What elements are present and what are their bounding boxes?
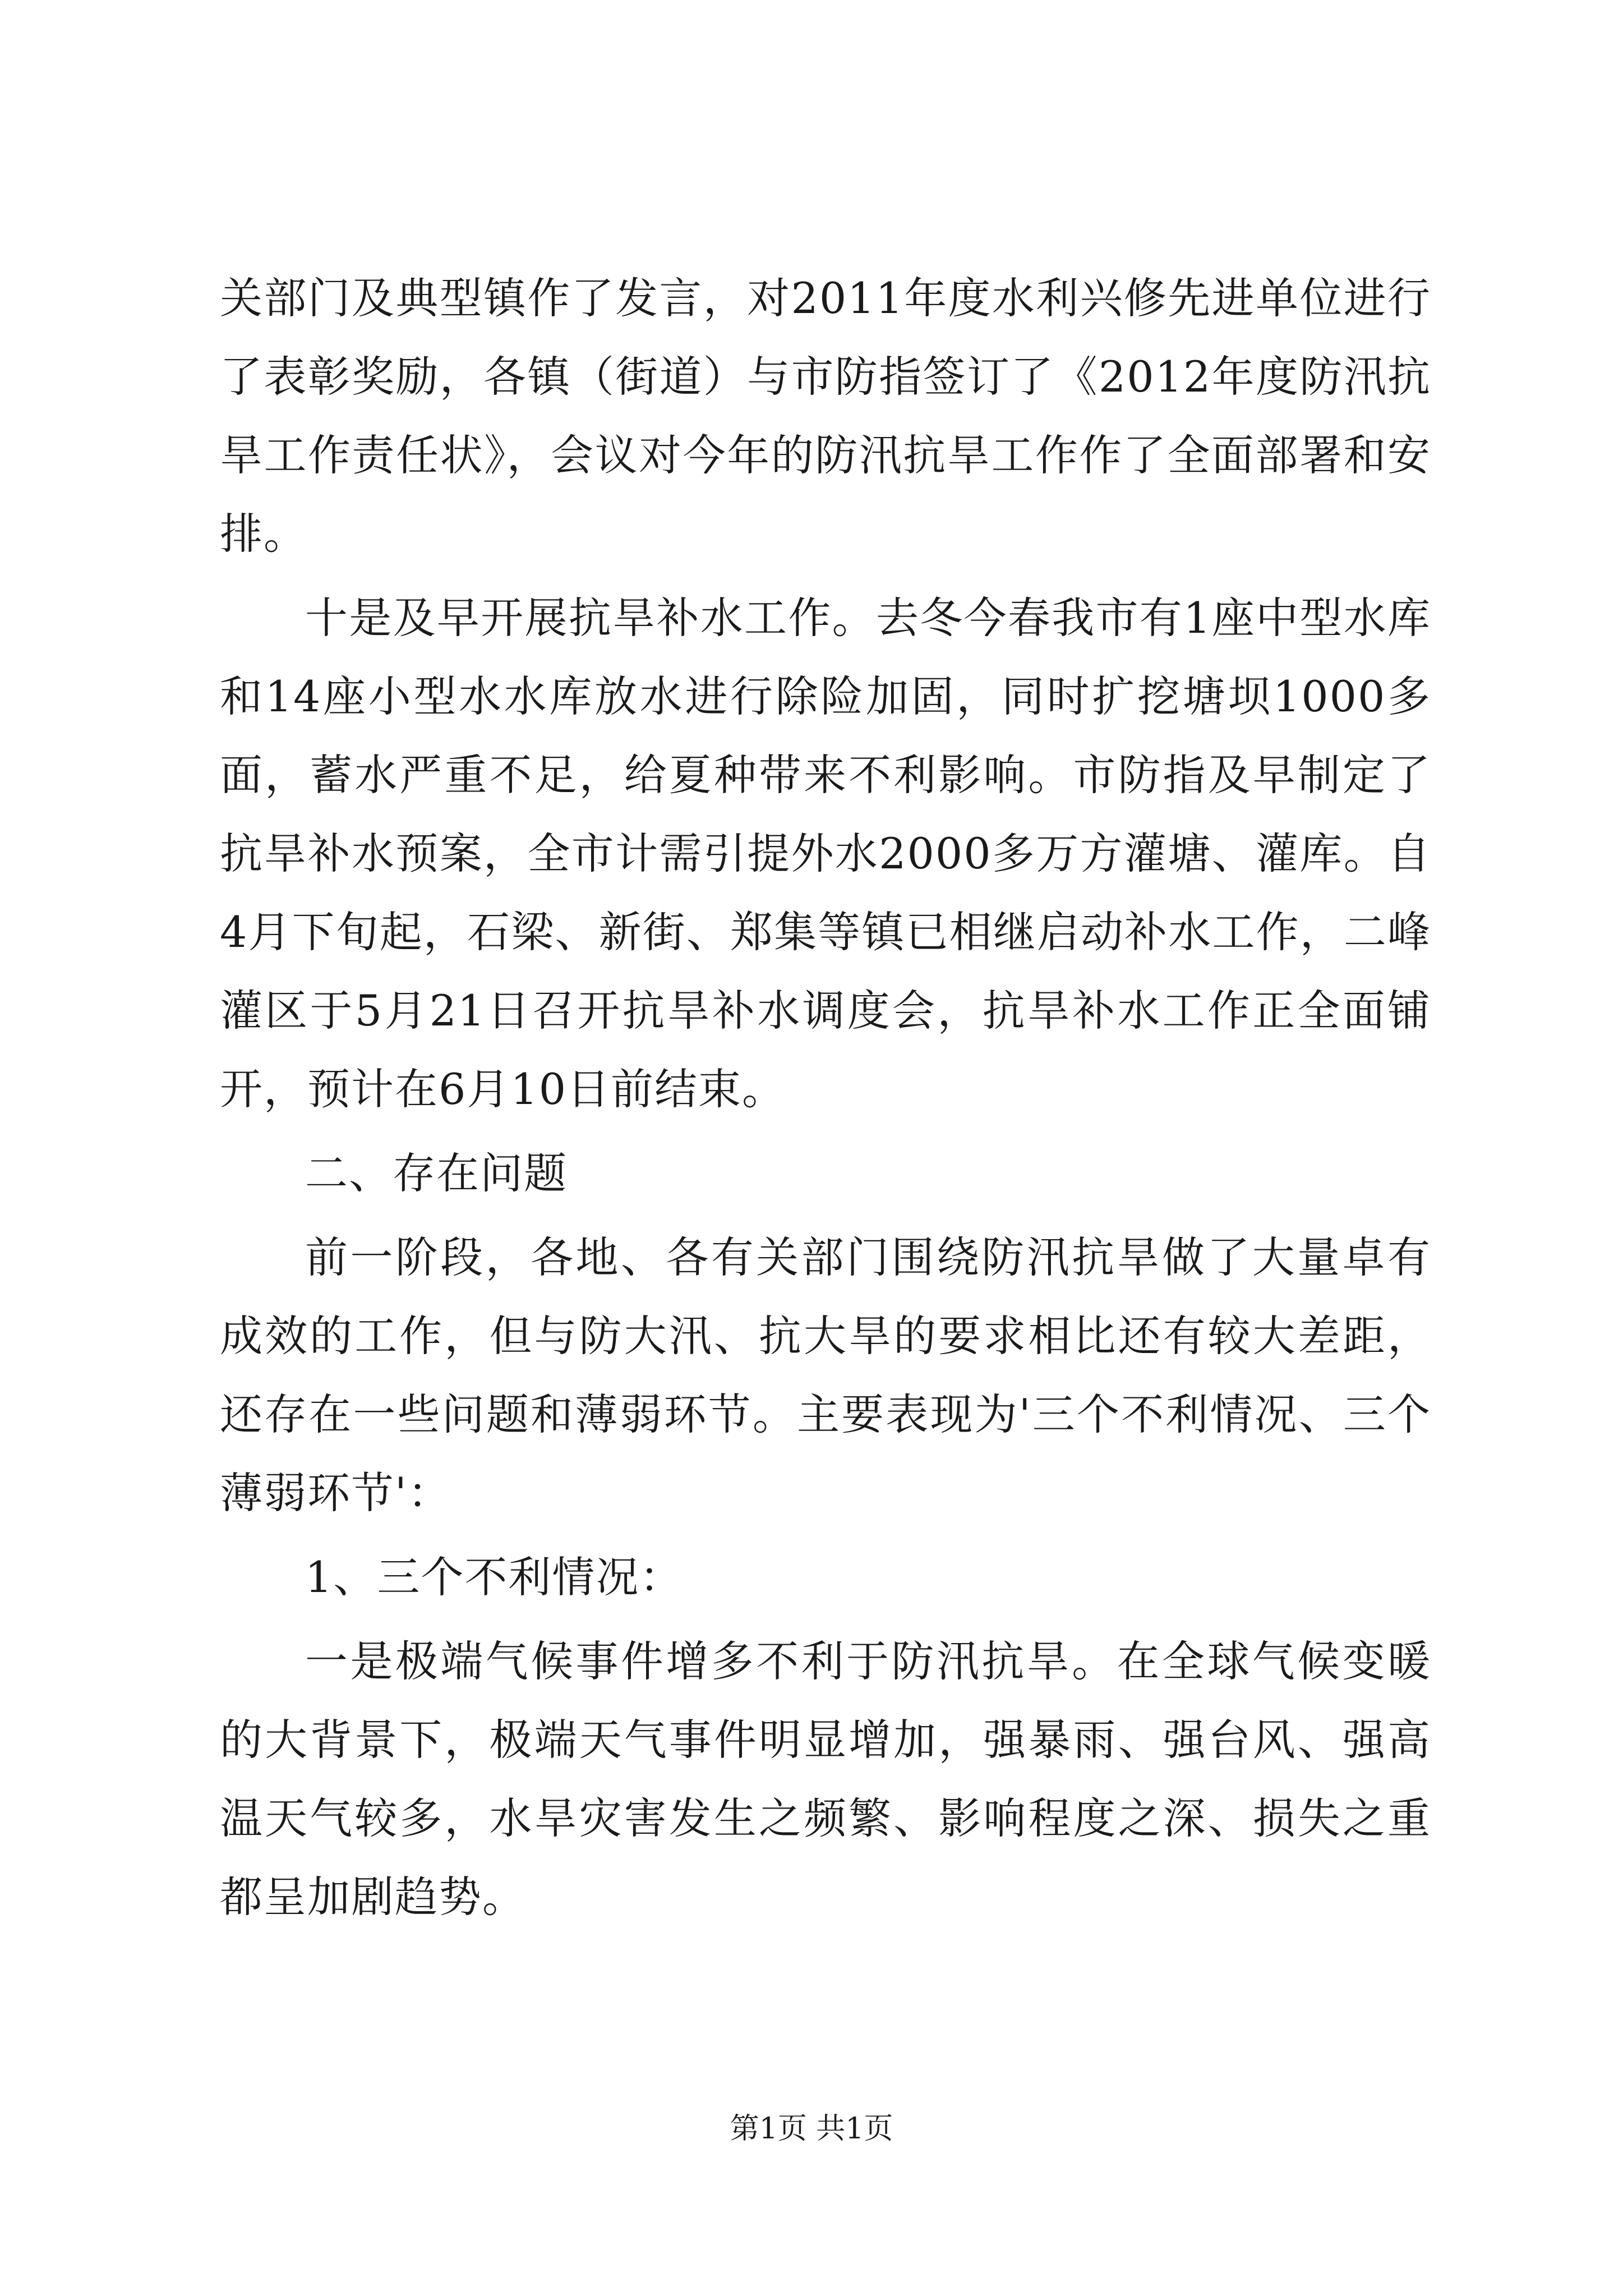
paragraph-4: 一是极端气候事件增多不利于防汛抗旱。在全球气候变暖的大背景下，极端天气事件明显增加，强暴雨、强台风、强高温天气较多，水旱灾害发生之频繁、影响程度之深、损失之重都呈加剧趋势。 <box>220 1636 1431 1922</box>
paragraph-1: 关部门及典型镇作了发言，对2011年度水利兴修先进单位进行了表彰奖励，各镇（街道）与市防指签订了《2012年度防汛抗旱工作责任状》，会议对今年的防汛抗旱工作作了全面部署和安排。 <box>220 273 1431 559</box>
section-heading-problems: 二、存在问题 <box>305 1148 568 1198</box>
subheading-three-adverse: 1、三个不利情况： <box>305 1552 684 1602</box>
paragraph-3: 前一阶段，各地、各有关部门围绕防汛抗旱做了大量卓有成效的工作，但与防大汛、抗大旱的要求相比还有较大差距，还存在一些问题和薄弱环节。主要表现为'三个不利情况、三个薄弱环节'： <box>220 1232 1431 1518</box>
document-body <box>220 259 1431 1942</box>
page-footer: 第1页 共1页 <box>730 2112 893 2146</box>
paragraph-2: 十是及早开展抗旱补水工作。去冬今春我市有1座中型水库和14座小型水水库放水进行除险加固，同时扩挖塘坝1000多面，蓄水严重不足，给夏种带来不利影响。市防指及早制定了抗旱补水预案，全市计需引提外水2000多万方灌塘、灌库。自4月下旬起，石梁、新街、郑集等镇已相继启动补水工作，二峰灌区于5月21日召开抗旱补水调度会，抗旱补水工作正全面铺开，预计在6月10日前结束。 <box>220 593 1431 1114</box>
